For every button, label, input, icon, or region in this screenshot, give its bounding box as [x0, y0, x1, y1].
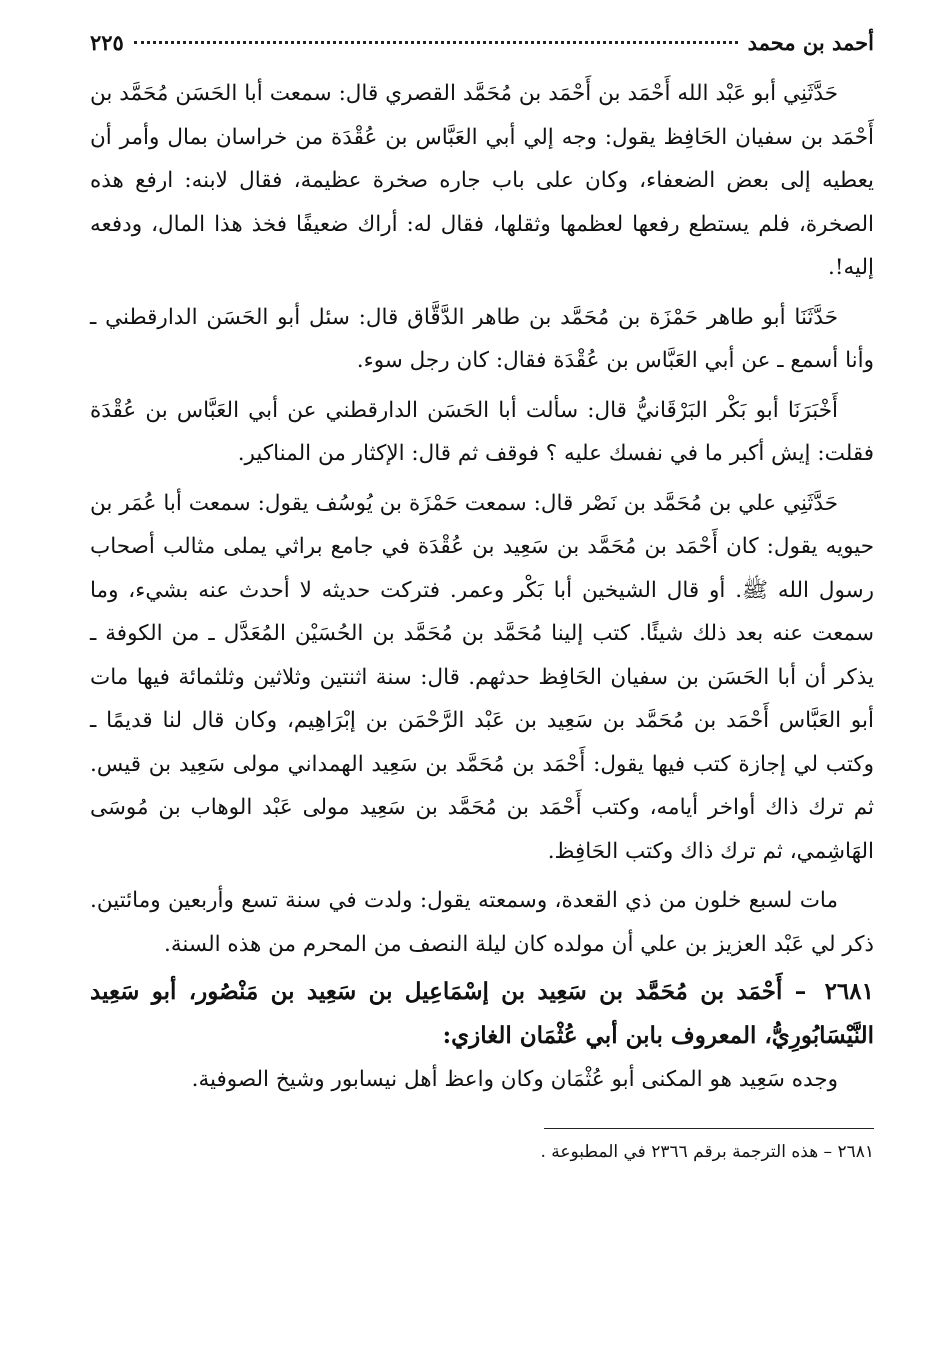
running-header [90, 30, 874, 64]
footnote: ٢٦٨١ – هذه الترجمة برقم ٢٣٦٦ في المطبوعة . [540, 1141, 874, 1162]
paragraph-3: أَخْبَرَنَا أبو بَكْر البَرْقَانيُّ قال: سألت أبا الحَسَن الدارقطني عن أبي العَبَّاس بن عُقْدَة فقلت: إيش أكبر ما في نفسك عليه ؟ فوقف ثم قال: الإكثار من المناكير. [90, 397, 874, 466]
entry-number: ٢٦٨١ [824, 978, 874, 1005]
entry-title: أَحْمَد بن مُحَمَّد بن سَعِيد بن إسْمَاعِيل بن سَعِيد بن مَنْصُور، أبو سَعِيد النَّيْسَابُورِيُّ، المعروف بابن أبي عُثْمَان الغازي: [90, 978, 874, 1049]
entry-heading [90, 970, 874, 1058]
entry-dash: – [794, 978, 807, 1005]
page-number: ٢٢٥ [90, 30, 124, 55]
book-page [90, 30, 874, 1167]
entry-body: وجده سَعِيد هو المكنى أبو عُثْمَان وكان واعظ أهل نيسابور وشيخ الصوفية. [191, 1067, 838, 1092]
paragraph-5: مات لسبع خلون من ذي القعدة، وسمعته يقول: ولدت في سنة تسع وأربعين ومائتين. ذكر لي عَبْد العزيز بن علي أن مولده كان ليلة النصف من المحرم من هذه السنة. [90, 888, 874, 957]
leader-dots [134, 41, 738, 44]
paragraph-4: حَدَّثَنِي علي بن مُحَمَّد بن نَصْر قال: سمعت حَمْزَة بن يُوسُف يقول: سمعت أبا عُمَر بن حيويه يقول: كان أَحْمَد بن مُحَمَّد بن سَعِيد بن عُقْدَة في جامع براثي يملى مثالب أصحاب رسول الله ﷺ. أو قال الشيخين أبا بَكْر وعمر. فتركت حديثه لا أحدث عنه بشيء، وما سمعت عنه بعد ذلك شيئًا. كتب إلينا مُحَمَّد بن مُحَمَّد بن الحُسَيْن المُعَدَّل ـ من الكوفة ـ يذكر أن أبا الحَسَن بن سفيان الحَافِظ حدثهم. قال: سنة اثنتين وثلاثين وثلثمائة فيها مات أبو العَبَّاس أَحْمَد بن مُحَمَّد بن سَعِيد بن عَبْد الرَّحْمَن بن إبْرَاهِيم، وكان قال لنا قديمًا ـ وكتب لي إجازة كتب فيها يقول: أَحْمَد بن مُحَمَّد بن سَعِيد الهمداني مولى سَعِيد بن قيس. ثم ترك ذاك أواخر أيامه، وكتب أَحْمَد بن مُحَمَّد بن سَعِيد مولى عَبْد الوهاب بن مُوسَى الهَاشِمي، ثم ترك ذاك وكتب الحَافِظ. [90, 490, 874, 864]
paragraph-2: حَدَّثَنَا أبو طاهر حَمْزَة بن مُحَمَّد بن طاهر الدَّقَّاق قال: سئل أبو الحَسَن الدارقطني ـ وأنا أسمع ـ عن أبي العَبَّاس بن عُقْدَة فقال: كان رجل سوء. [90, 304, 874, 373]
footnote-divider [544, 1128, 874, 1129]
running-title: أحمد بن محمد [747, 30, 874, 55]
paragraph-1: حَدَّثَنِي أبو عَبْد الله أَحْمَد بن أَحْمَد بن مُحَمَّد القصري قال: سمعت أبا الحَسَن مُحَمَّد بن أَحْمَد بن سفيان الحَافِظ يقول: وجه إلي أبي العَبَّاس بن عُقْدَة من خراسان بمال وأمر أن يعطيه إلى بعض الضعفاء، وكان على باب جاره صخرة عظيمة، فقال لابنه: ارفع هذه الصخرة، فلم يستطع رفعها لعظمها وثقلها، فقال له: أراك ضعيفًا فخذ هذا المال، ودفعه إليه!. [90, 81, 874, 280]
